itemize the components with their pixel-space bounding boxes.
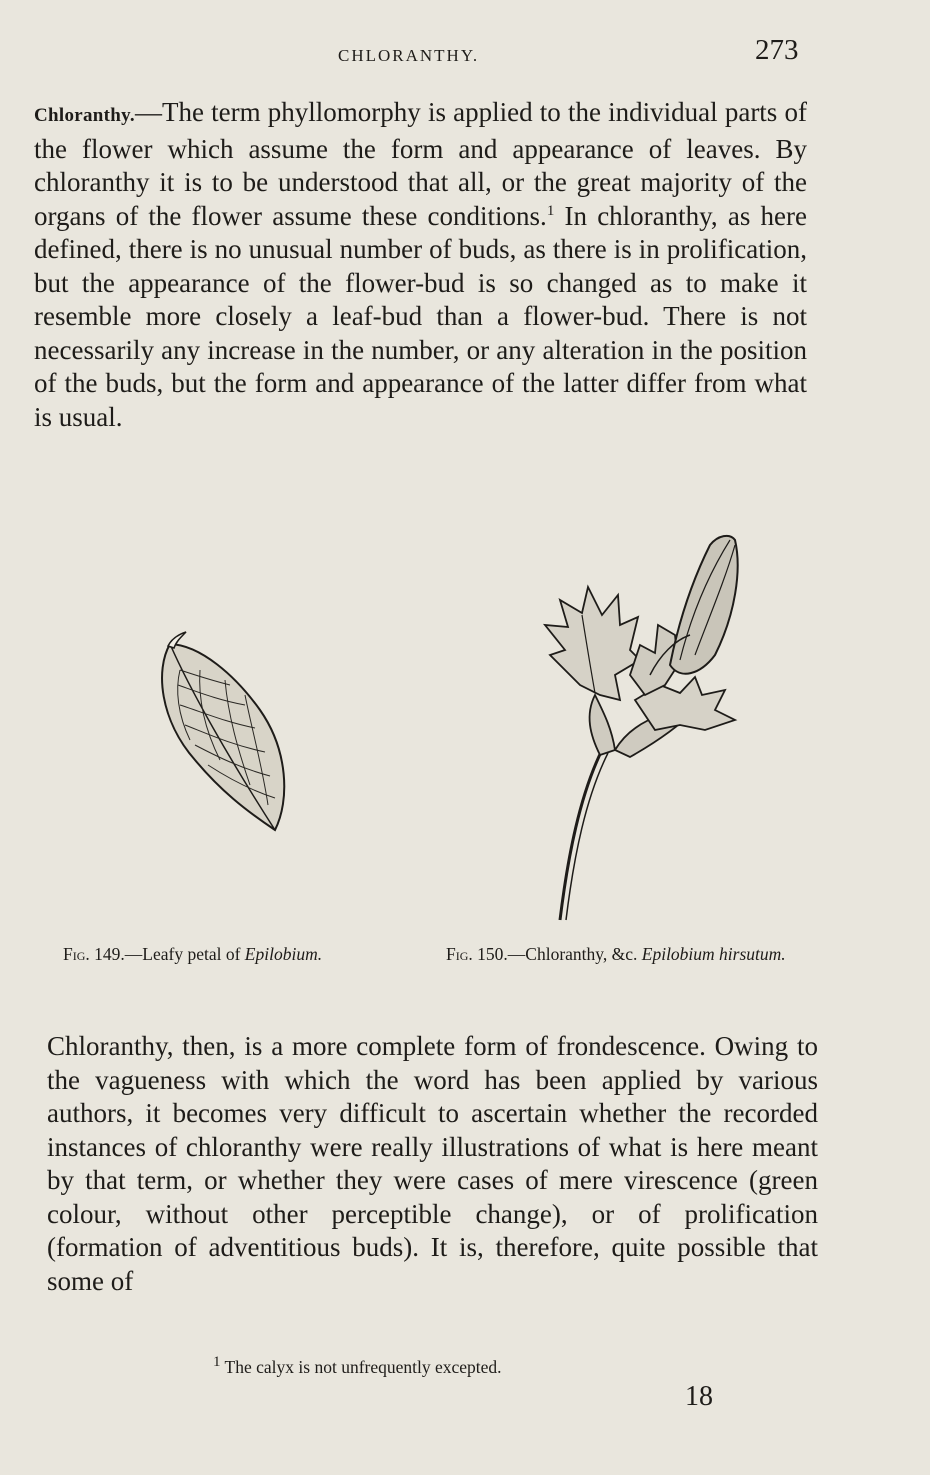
running-title: CHLORANTHY. xyxy=(338,46,480,65)
page-header xyxy=(0,34,930,74)
paragraph1-text-b: In chloranthy, as here defined, there is no unusual number of buds, as there is in prolification, but the appearance of the flower-bud is so changed as to make it resemble more closely a leaf-bud than a flower-bud. There is not necessarily any increase in the number, or any alteration in the position of the buds, but the form and appearance of the latter differ from what is usual. xyxy=(34,200,807,432)
signature-mark: 18 xyxy=(685,1381,713,1412)
figure-149-caption xyxy=(63,942,411,966)
chloranthy-flower-illustration xyxy=(520,525,760,925)
paragraph-chloranthy-frondescence: Chloranthy, then, is a more complete form of frondescence. Owing to the vagueness with which the word has been applied by various authors, it becomes very difficult to ascertain whether the recorded instances of chloranthy were really illustrations of what is here meant by that term, or whether they were cases of mere virescence (green colour, without other perceptible change), or of prolification (formation of adventitious buds). It is, therefore, quite possible that some of xyxy=(47,1031,818,1296)
leafy-petal-illustration xyxy=(150,630,300,840)
figure-150-label: Fig. xyxy=(446,944,473,964)
footnote-text: The calyx is not unfrequently excepted. xyxy=(220,1357,502,1377)
figure-149-species: Epilobium. xyxy=(244,944,323,964)
figure-150-text: 150.—Chloranthy, &c. xyxy=(472,944,642,964)
paragraph-chloranthy-definition xyxy=(34,96,807,434)
run-in-heading: Chloranthy. xyxy=(34,105,135,126)
figure-150-species: Epilobium hirsutum. xyxy=(641,944,786,964)
figure-149-label: Fig. xyxy=(63,944,90,964)
page-number: 273 xyxy=(755,34,799,66)
footnote xyxy=(213,1354,502,1378)
footnote-marker: 1 xyxy=(213,1354,221,1371)
figure-149-text: 149.—Leafy petal of xyxy=(89,944,245,964)
footnote-reference: 1 xyxy=(546,202,555,219)
figure-150-caption xyxy=(446,942,818,966)
paragraph1-text-a: —The term phyllomorphy is applied to the individual parts of the flower which assume the form and appearance of leaves. By chloranthy it is to be understood that all, or the great majority of the organs of the flower assume these conditions. xyxy=(34,97,807,231)
